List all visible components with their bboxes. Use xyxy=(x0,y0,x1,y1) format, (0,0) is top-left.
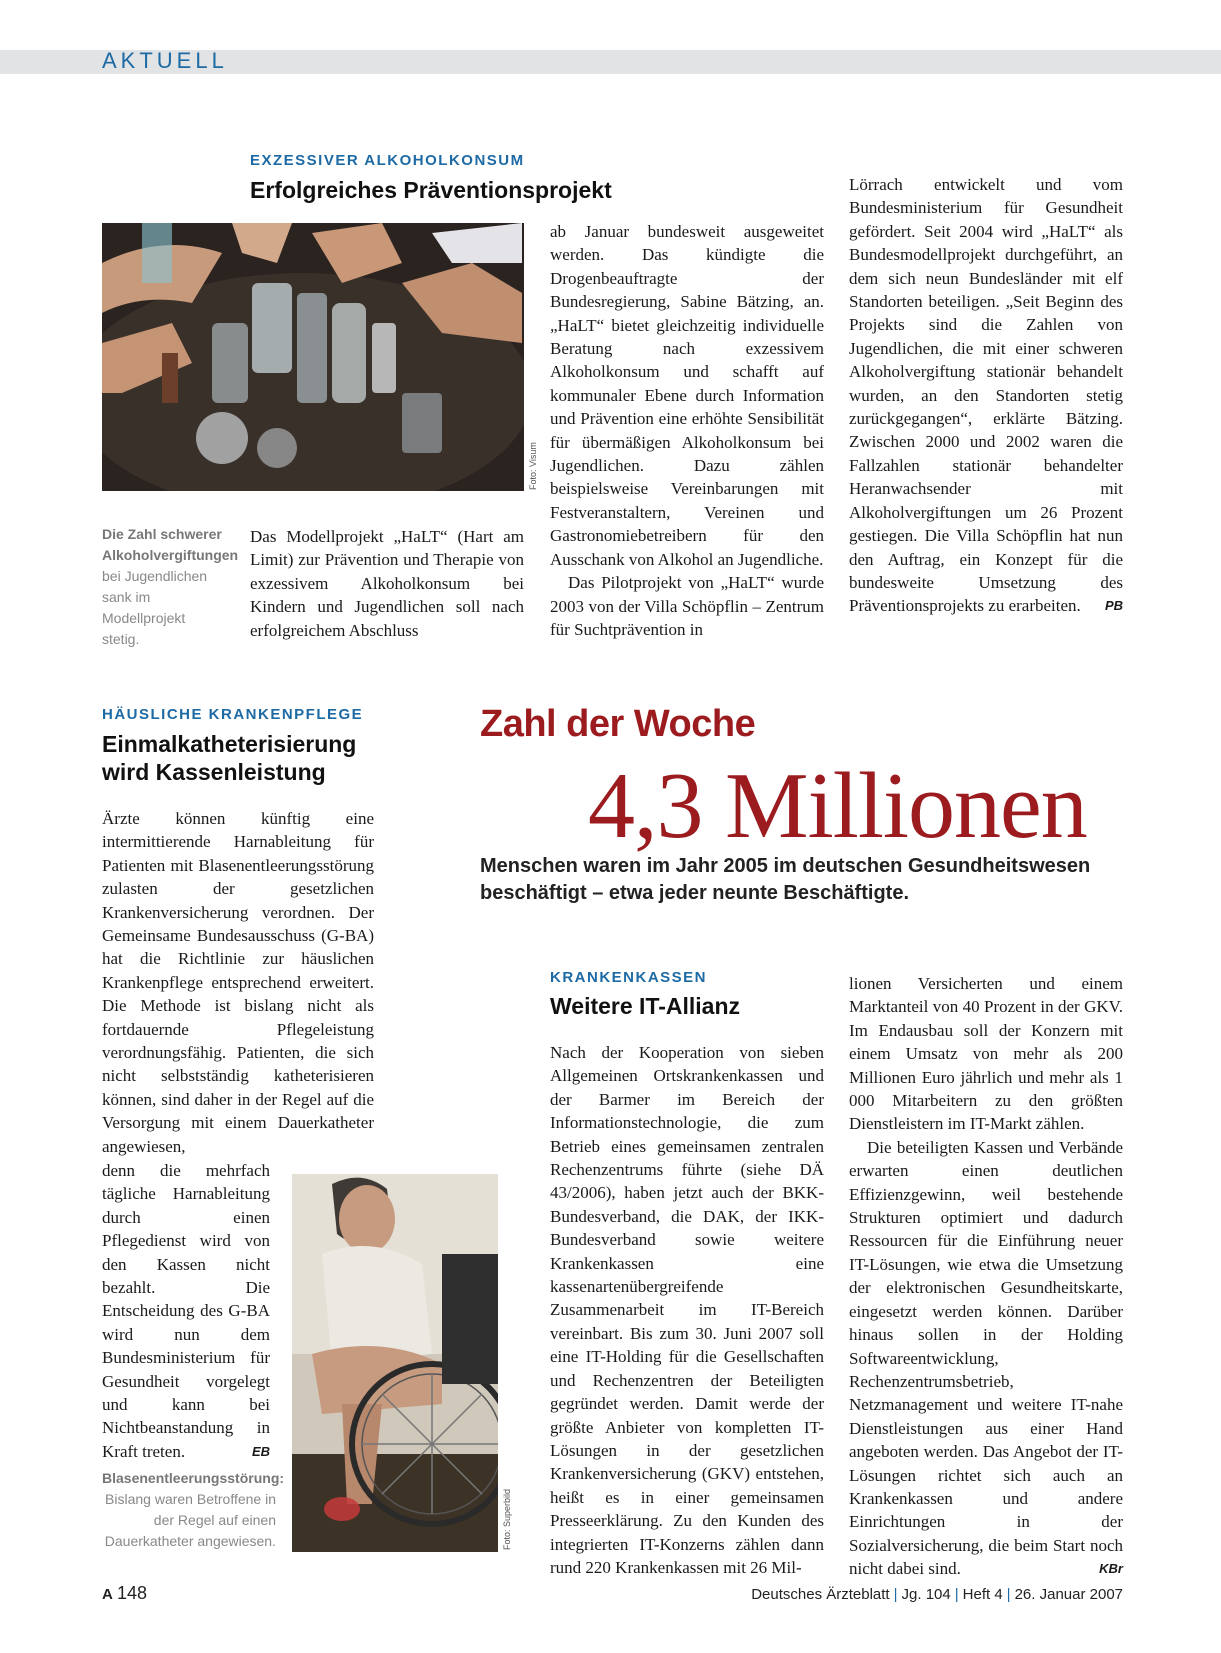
article1-col2-para1: ab Januar bundesweit ausgeweitet werden. Das kündigte die Drogenbeauftragte der Bundesregierung, Sabine Bätzing, an. „HaLT“ bietet gleichzeitig individuelle Beratung nach exzessivem Alkoholkonsum und schafft auf kommunaler Ebene durch Information und Prävention eine erhöhte Sensibilität für übermäßigen Alkoholkonsum bei Jugendlichen. Dazu zählen beispielsweise Vereinbarungen mit Festveranstaltern, Vereinen und Gastronomiebetreibern für den Ausschank von Alkohol an Jugendliche. xyxy=(550,222,824,569)
article2-caption-bold: Blasenentleerungsstörung: xyxy=(102,1470,285,1486)
article3-signature: KBr xyxy=(1099,1561,1123,1577)
journal-date: 26. Januar 2007 xyxy=(1014,1586,1123,1603)
alcohol-party-image xyxy=(102,223,524,491)
article1-col3-text: Lörrach entwickelt und vom Bundesministerium für Gesundheit gefördert. Seit 2004 wird „HaLT“ als Bundesmodellprojekt durchgeführt, an dem sich neun Bundesländer mit elf Standorten beteiligen. „Seit Beginn des Projekts sind die Zahlen von Jugendlichen, die mit einer schweren Alkoholvergiftung stationär behandelt wurden, an den Standorten stetig zurückgegangen“, erklärte Bätzing. Zwischen 2000 und 2002 waren die Fallzahlen stationär behandelter Heranwachsender mit Alkoholvergiftungen um 26 Prozent gestiegen. Die Villa Schöpflin hat nun den Auftrag, ein Konzept für die bundesweite Umsetzung des Präventionsprojekts zu erarbeiten. xyxy=(849,175,1123,616)
journal-citation: Deutsches Ärzteblatt | Jg. 104 | Heft 4 | 26. Januar 2007 xyxy=(751,1586,1123,1603)
article2-text-bottom xyxy=(102,1159,270,1463)
article3-col2-para1: lionen Versicherten und einem Marktanteil von 40 Prozent in der GKV. Im Endausbau soll der Konzern mit einem Umsatz von mehr als 200 Millionen Euro jährlich und mehr als 1 000 Mitarbeitern zu den größten Dienstleistern im IT-Markt zählen. xyxy=(849,974,1123,1134)
article1-col2-para2: Das Pilotprojekt von „HaLT“ wurde 2003 von der Villa Schöpflin – Zentrum für Suchtprävention in xyxy=(550,573,824,639)
zahl-der-woche-number: 4,3 Millionen xyxy=(588,754,1087,858)
article3-headline: Weitere IT-Allianz xyxy=(550,993,741,1019)
article1-caption xyxy=(102,524,239,650)
section-label: AKTUELL xyxy=(102,48,228,73)
article2-headline xyxy=(102,730,356,786)
page-number xyxy=(102,1583,147,1604)
zahl-der-woche-title: Zahl der Woche xyxy=(480,703,756,745)
article3-column-1 xyxy=(550,1041,824,1579)
alcohol-party-photo xyxy=(102,223,524,491)
journal-name: Deutsches Ärzteblatt xyxy=(751,1586,890,1603)
wheelchair-patient-photo xyxy=(292,1174,498,1552)
article1-column-1 xyxy=(250,525,524,642)
page-number-value: 148 xyxy=(117,1583,148,1603)
article2-text-top xyxy=(102,807,374,1158)
article1-col1-text: Das Modellprojekt „HaLT“ (Hart am Limit) zur Prävention und Therapie von exzessivem Alkoholkonsum bei Kindern und Jugendlichen soll nach erfolgreichem Abschluss xyxy=(250,527,524,640)
journal-volume: Jg. 104 xyxy=(901,1586,951,1603)
article2-photo-credit: Foto: Superbild xyxy=(502,1488,512,1550)
article1-kicker: EXZESSIVER ALKOHOLKONSUM xyxy=(250,152,525,169)
article3-kicker: KRANKENKASSEN xyxy=(550,969,708,986)
article2-signature: EB xyxy=(251,1443,270,1459)
article3-column-2 xyxy=(849,972,1123,1581)
article2-headline-line2: wird Kassenleistung xyxy=(102,759,326,785)
article3-col2-para2: Die beteiligten Kassen und Verbände erwarten einen deutlichen Effizienzgewinn, weil bestehende Strukturen optimiert und dadurch Ressourcen für die Einführung neuer IT-Lösungen, wie etwa die Umsetzung der elektronischen Gesundheitskarte, eingesetzt werden können. Darüber hinaus sollen in der Holding Softwareentwicklung, Rechenzentrumsbetrieb, Netzmanagement und weitere IT-nahe Dienstleistungen aus einer Hand angeboten werden. Das Angebot der IT-Lösungen richtet sich auch an Krankenkassen und andere Einrichtungen in der Sozialversicherung, die beim Start noch nicht dabei sind. xyxy=(849,1137,1123,1579)
article3-col1-text: Nach der Kooperation von sieben Allgemeinen Ortskrankenkassen und der Barmer im Bereich der Informationstechnologie, die zum Betrieb eines gemeinsamen zentralen Rechenzentrums führte (siehe DÄ 43/2006), haben jetzt auch der BKK-Bundesverband, die DAK, der IKK-Bundesverband sowie weitere Krankenkassen eine kassenartenübergreifende Zusammenarbeit im IT-Bereich vereinbart. Bis zum 30. Juni 2007 soll eine IT-Holding für die Gesellschaften und Rechenzentren der Beteiligten gegründet werden. Damit werde der größte Anbieter von kompletten IT-Lösungen in der gesetzlichen Krankenversicherung (GKV) entstehen, heißt es in einer gemeinsamen Presseerklärung. Zu den Kunden des integrierten IT-Konzerns zählen dann rund 220 Krankenkassen mit 26 Mil- xyxy=(550,1043,824,1577)
article2-caption-text: Bislang waren Betroffene in der Regel auf einen Dauerkatheter angewiesen. xyxy=(104,1491,276,1549)
article2-text-top-para: Ärzte können künftig eine intermittierende Harnableitung für Patienten mit Blasenentleerungsstörung zulasten der gesetzlichen Krankenversicherung verordnen. Der Gemeinsame Bundesausschuss (G-BA) hat die Richtlinie zur häuslichen Krankenpflege entsprechend erweitert. Die Methode ist bislang nicht als fortdauernde Pflegeleistung verordnungsfähig. Patienten, die sich nicht selbstständig katheterisieren können, sind daher in der Regel auf die Versorgung mit einem Dauerkatheter angewiesen, xyxy=(102,809,374,1156)
article1-headline: Erfolgreiches Präventionsprojekt xyxy=(250,177,612,203)
wheelchair-patient-image xyxy=(292,1174,498,1552)
journal-issue: Heft 4 xyxy=(962,1586,1003,1603)
article1-caption-text: bei Jugendlichen sank im Modellprojekt stetig. xyxy=(102,568,208,647)
article1-photo-credit: Foto: Visum xyxy=(528,442,538,490)
article2-caption xyxy=(102,1468,285,1552)
article1-caption-bold: Die Zahl schwerer Alkoholvergiftungen xyxy=(102,526,239,563)
article2-kicker: HÄUSLICHE KRANKENPFLEGE xyxy=(102,706,364,723)
article1-column-3 xyxy=(849,173,1123,618)
page-prefix: A xyxy=(102,1586,113,1603)
zahl-der-woche-description: Menschen waren im Jahr 2005 im deutschen Gesundheitswesen beschäftigt – etwa jeder neunte Beschäftigte. xyxy=(480,855,1091,904)
article1-signature: PB xyxy=(1104,598,1123,614)
article1-column-2 xyxy=(550,220,824,641)
article2-text-bottom-para: denn die mehrfach tägliche Harnableitung durch einen Pflegedienst wird von den Kassen nicht bezahlt. Die Entscheidung des G-BA wird nun dem Bundesministerium für Gesundheit vorgelegt und kann bei Nichtbeanstandung in Kraft treten. xyxy=(102,1161,270,1461)
article2-headline-line1: Einmalkatheterisierung xyxy=(102,731,357,757)
